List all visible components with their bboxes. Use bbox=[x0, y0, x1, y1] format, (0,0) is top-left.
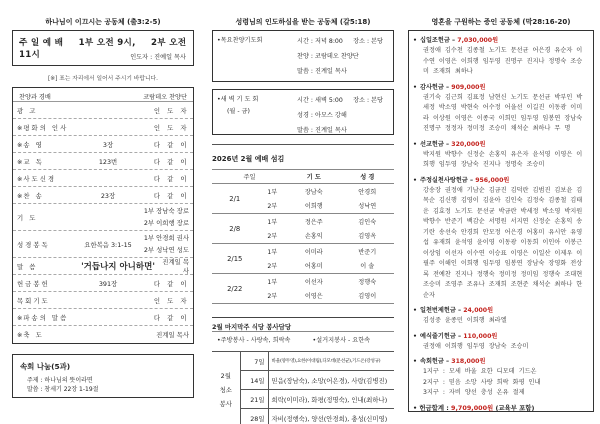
order-item-leader: 다 같 이 bbox=[153, 174, 189, 183]
sharing-theme: 주제 : 하나님의 뜻이라면 bbox=[27, 377, 93, 384]
order-item-leader: 다 같 이 bbox=[153, 140, 189, 149]
offering-total bbox=[413, 403, 587, 414]
order-item-name: 헌금봉헌 bbox=[17, 279, 50, 288]
order-item-name: 광 고 bbox=[17, 106, 38, 115]
praise-label: 찬양과 경배 bbox=[19, 94, 51, 101]
offering-amount: 320,000원 bbox=[451, 140, 486, 148]
order-item-detail: 3장 bbox=[102, 140, 114, 149]
order-item-name: ※ 찬 송 bbox=[17, 191, 79, 200]
order-item-detail: 391장 bbox=[98, 279, 118, 288]
section-title: 성령님의 인도하심을 받는 공동체 (갈5:18) bbox=[235, 18, 371, 26]
sharing-scripture: 말씀 : 창세기 22장 1-19절 bbox=[27, 386, 99, 393]
order-item-leader: 다 같 이 bbox=[153, 191, 189, 200]
order-item-leader: 1부 장남숙 장로 bbox=[143, 207, 189, 215]
offering-amount: 956,000원 bbox=[475, 176, 510, 184]
offering-name: 예식줄기헌금 – bbox=[419, 332, 464, 340]
roster-prayer: 장남숙 bbox=[304, 188, 323, 196]
worship-column bbox=[12, 0, 194, 398]
roster-scripture: 김영이 bbox=[341, 289, 394, 304]
order-item-leader: 진계일 목사 bbox=[156, 331, 189, 339]
order-item bbox=[13, 187, 193, 204]
bullet-icon: • bbox=[413, 176, 417, 184]
offering-header bbox=[413, 175, 587, 186]
roster-row bbox=[212, 184, 394, 199]
service-time-1: 1부 오전 9시, bbox=[78, 38, 136, 48]
dawn-time: 시간 : 새벽 5:00 bbox=[297, 97, 343, 104]
cleaning-groups: 믿음(장남숙), 소망(어은경), 사랑(김병진) bbox=[268, 371, 394, 390]
dawn-place: 장소 : 본당 bbox=[353, 97, 383, 104]
offering-donors: 권정애 이희행 임두영 장남숙 조승미 bbox=[423, 342, 529, 350]
offering-donors: 권정애 김수천 김종철 노기도 문선균 어은경 유순자 이수연 이영은 이희행 임두영 진명구 진지나 정명숙 조승미 조재희 최하나 bbox=[423, 47, 583, 75]
offering-name: 일천번제헌금 – bbox=[419, 307, 464, 314]
order-item-leader: 인 도 자 bbox=[153, 296, 189, 305]
order-item-detail: 요한복음 3:1-15 bbox=[84, 240, 132, 249]
offering-donors: 김성중 윤종민 이희행 최라엘 bbox=[423, 317, 507, 324]
dawn-prayer-box bbox=[212, 89, 394, 135]
thursday-speaker: 말씀 : 진계일 목사 bbox=[297, 68, 347, 75]
bullet-icon: • bbox=[413, 37, 417, 44]
offering-item bbox=[413, 175, 587, 302]
offering-name: 주정실천사랑헌금 – bbox=[419, 176, 476, 184]
total-amount: 9,709,000원 bbox=[451, 403, 494, 412]
divider bbox=[212, 144, 394, 145]
roster-prayer: 이영은 bbox=[287, 289, 340, 304]
order-item-name: ※ 파송의 말씀 bbox=[17, 313, 79, 322]
section-title: 영혼을 구원하는 증인 공동체 (막28:16-20) bbox=[431, 18, 571, 26]
kitchen-duty-list bbox=[212, 332, 394, 345]
order-item-leaders bbox=[137, 232, 189, 256]
order-item bbox=[13, 153, 193, 170]
sharing-title: 속회 나눔(5과) bbox=[20, 362, 71, 371]
offering-header bbox=[413, 82, 587, 93]
offering-item bbox=[413, 305, 587, 327]
bullet-icon: • bbox=[413, 307, 417, 314]
order-item-name: 성경봉독 bbox=[17, 240, 50, 249]
roster-part: 1부 bbox=[267, 278, 278, 286]
roster-prayer: 정은주 bbox=[304, 218, 323, 226]
order-item bbox=[13, 102, 193, 119]
roster-scripture: 김인숙 bbox=[358, 218, 377, 226]
offering-donors: 권기숙 김근희 김표정 남현신 노기도 문선균 박부인 박세정 박소영 박현숙 어수정 어을선 이길진 이동광 이미라 이상원 이영은 이종국 이희민 임두영 임봉연 장남숙 진명구 정정자 정미정 조승미 채석순 최하나 무 명 bbox=[423, 93, 583, 132]
roster-scripture: 성낙연 bbox=[341, 199, 394, 214]
order-item-leader: 2부 이희행 장로 bbox=[143, 219, 189, 227]
order-rows bbox=[13, 102, 193, 343]
dawn-speaker: 말씀 : 진계일 목사 bbox=[297, 127, 347, 134]
roster-scripture: 이 솔 bbox=[341, 259, 394, 274]
offerings-box bbox=[408, 30, 594, 412]
dawn-label bbox=[217, 94, 277, 118]
roster-scripture: 김영옥 bbox=[341, 229, 394, 244]
order-item-name: 기 도 bbox=[17, 213, 38, 222]
order-item bbox=[13, 136, 193, 153]
order-item-detail: 23장 bbox=[100, 191, 116, 200]
roster-title: 2026년 2월 예배 섬김 bbox=[212, 155, 285, 163]
service-leader: 인도자 : 진예일 목사 bbox=[130, 54, 186, 61]
order-item-name: ※ 사도신경 bbox=[17, 174, 79, 183]
order-item bbox=[13, 231, 193, 258]
order-item bbox=[13, 170, 193, 187]
offering-amount: 318,000원 bbox=[451, 358, 486, 365]
thursday-praise: 찬양 : 코람데오 찬양단 bbox=[297, 53, 359, 60]
cleaning-row bbox=[212, 371, 394, 390]
order-item-name: ※ 송 영 bbox=[17, 140, 79, 149]
dawn-title: •새 벽 기 도 회 bbox=[217, 96, 259, 103]
offering-amount: 110,000원 bbox=[463, 332, 498, 340]
cleaning-label-line: 봉사 bbox=[219, 399, 232, 408]
cleaning-day: 28일 bbox=[240, 409, 268, 424]
roster-scripture: 반준기 bbox=[358, 248, 377, 256]
offering-header bbox=[413, 35, 587, 46]
order-item-leader: 1부 안경희 권사 bbox=[143, 234, 189, 242]
order-item bbox=[13, 326, 193, 343]
cleaning-label bbox=[212, 352, 240, 424]
cleaning-groups: 바울(양두영),요한(이대림),디모데(문선균),기드온(강성규) bbox=[268, 352, 394, 371]
cleaning-duty-table bbox=[212, 351, 394, 424]
cleaning-label-line: 2월 bbox=[220, 371, 231, 380]
cleaning-row bbox=[212, 409, 394, 424]
bullet-icon: • bbox=[413, 83, 417, 91]
bullet-icon: • bbox=[413, 358, 417, 365]
offering-donors: 박지원 박향수 신정순 손홍익 유은자 윤석영 이영은 이희행 임두영 장남숙 진지나 정명숙 조승미 bbox=[423, 150, 583, 168]
order-item bbox=[13, 258, 193, 275]
order-item bbox=[13, 275, 193, 292]
praise-team: 코람데오 찬양단 bbox=[143, 94, 187, 101]
roster-header-scripture: 성 경 bbox=[341, 170, 394, 184]
order-item-leader: 진계일 목사 bbox=[162, 258, 189, 275]
order-item-leader: 2부 성낙연 성도 bbox=[143, 246, 189, 254]
roster-part: 1부 bbox=[267, 188, 278, 196]
offering-item bbox=[413, 356, 587, 399]
roster-date: 2/8 bbox=[212, 214, 258, 244]
cleaning-label-line: 청소 bbox=[219, 385, 232, 394]
roster-part: 2부 bbox=[258, 229, 288, 244]
kitchen-duty-item: •주방봉사 - 사랑속, 희락속 bbox=[217, 337, 291, 344]
cleaning-row bbox=[212, 390, 394, 409]
roster-part: 2부 bbox=[258, 289, 288, 304]
roster-row bbox=[212, 214, 394, 229]
order-item bbox=[13, 204, 193, 231]
roster-scripture: 안경희 bbox=[358, 188, 377, 196]
meetings-column bbox=[212, 0, 394, 424]
roster-prayer: 손홍익 bbox=[287, 229, 340, 244]
order-of-worship bbox=[12, 87, 194, 344]
dawn-days: (월 - 금) bbox=[227, 108, 250, 115]
order-item-leader: 다 같 이 bbox=[153, 157, 189, 166]
bullet-icon: • bbox=[413, 332, 417, 340]
sunday-service-box bbox=[12, 30, 194, 66]
roster-header-prayer: 기 도 bbox=[287, 170, 340, 184]
offering-item bbox=[413, 82, 587, 135]
order-item-detail: 123번 bbox=[98, 157, 118, 166]
offering-header bbox=[413, 331, 587, 342]
kitchen-duty-title: 2월 마지막주 식당 봉사담당 bbox=[212, 317, 394, 332]
order-item-leader: 인 도 자 bbox=[153, 123, 189, 132]
cleaning-day: 7일 bbox=[240, 352, 268, 371]
thursday-label: •목요찬양기도회 bbox=[217, 37, 263, 44]
offering-name: 십일조헌금 – bbox=[419, 37, 458, 44]
offering-header bbox=[413, 356, 587, 367]
roster-row bbox=[212, 274, 394, 289]
offering-list bbox=[413, 35, 587, 399]
bullet-icon: • bbox=[413, 140, 417, 148]
roster-date: 2/15 bbox=[212, 244, 258, 274]
bullet-icon: • bbox=[413, 403, 418, 412]
offerings-column bbox=[408, 0, 594, 412]
offering-item bbox=[413, 331, 587, 353]
offering-item bbox=[413, 139, 587, 171]
order-item-leader: 다 같 이 bbox=[153, 279, 189, 288]
section-title: 하나님이 이끄시는 공동체 (출3:2-5) bbox=[45, 18, 161, 26]
roster-scripture: 정행숙 bbox=[358, 278, 377, 286]
roster-date: 2/1 bbox=[212, 184, 258, 214]
order-item-leaders bbox=[137, 205, 189, 229]
roster-part: 2부 bbox=[258, 259, 288, 274]
roster-header-date: 주일 bbox=[212, 170, 287, 184]
offering-donors: 강송장 권정애 기남순 김금진 김덕란 김범진 김보윤 김목순 김신행 김영이 김윤아 김인숙 김정숙 김종철 김태운 김효정 노기도 문선균 박금란 박세정 박소영 박지원 박향수 반준기 백감순 서명원 서지연 신정순 손홍익 송기란 송선숙 안경희 안모정 어은경 어홍미 유시안 유영섭 유재희 윤석영 윤이영 이동광 이동희 이인아 이봉근 이상임 이선자 이수연 이승표 이영은 이일산 이제우 이필주 이해인 이희행 임두영 임봉연 장남숙 장영화 전상록 전예찬 진지나 정행숙 정미정 정미임 정행숙 조대현 조승미 조영주 조유나 조재희 조현준 채석순 최하나 한순자 bbox=[423, 186, 583, 299]
order-item-leader: 인 도 자 bbox=[153, 106, 189, 115]
cleaning-groups: 자비(정행숙), 양선(안경희), 충성(신미영) bbox=[268, 409, 394, 424]
offering-amount: 909,000원 bbox=[451, 83, 486, 91]
order-item-name: ※ 평화의 인사 bbox=[17, 123, 79, 132]
dawn-scripture: 성경 : 아모스 강해 bbox=[297, 112, 347, 119]
roster-row bbox=[212, 244, 394, 259]
roster-date: 2/22 bbox=[212, 274, 258, 304]
thursday-place: 장소 : 본당 bbox=[353, 38, 383, 45]
order-item bbox=[13, 292, 193, 309]
offering-header bbox=[413, 305, 587, 316]
total-note: (교육부 포함) bbox=[495, 403, 535, 412]
order-item-leader: 다 같 이 bbox=[153, 313, 189, 322]
roster-prayer: 어홍미 bbox=[287, 259, 340, 274]
roster-prayer: 이미라 bbox=[304, 248, 323, 256]
roster-part: 1부 bbox=[267, 248, 278, 256]
roster-part: 2부 bbox=[258, 199, 288, 214]
service-time-2: 2부 오전 11시 bbox=[19, 38, 187, 60]
offering-name: 감사헌금 – bbox=[419, 83, 452, 91]
cell-sharing-box bbox=[12, 354, 194, 398]
total-label: 헌금합계 : bbox=[419, 403, 449, 412]
thursday-prayer-box bbox=[212, 30, 394, 82]
roster-part: 1부 bbox=[267, 218, 278, 226]
order-item-name: ※ 교 독 bbox=[17, 157, 79, 166]
offering-amount: 24,000원 bbox=[463, 307, 494, 314]
thursday-time: 시간 : 저녁 8:00 bbox=[297, 38, 343, 45]
offering-amount: 7,030,000원 bbox=[457, 37, 499, 44]
offering-item bbox=[413, 35, 587, 78]
order-header bbox=[13, 88, 193, 102]
offering-name: 속회헌금 – bbox=[419, 358, 452, 365]
cleaning-groups: 희락(이미라), 화평(정명숙), 인내(최하나) bbox=[268, 390, 394, 409]
roster-prayer: 이희행 bbox=[287, 199, 340, 214]
order-item-name: 목회기도 bbox=[17, 296, 50, 305]
cleaning-row bbox=[212, 352, 394, 371]
order-item bbox=[13, 119, 193, 136]
sermon-title: '거듭나지 아니하면' bbox=[81, 262, 155, 272]
standing-notice: [※] 표는 자리에서 일어서 주시기 바랍니다. bbox=[47, 76, 159, 82]
order-item bbox=[13, 309, 193, 326]
cleaning-day: 14일 bbox=[240, 371, 268, 390]
offering-name: 선교헌금 – bbox=[419, 140, 452, 148]
offering-district: 2지구 : 믿음 소망 사랑 희락 화평 인내 bbox=[423, 378, 541, 386]
order-item-name: 말 씀 bbox=[17, 262, 38, 271]
offering-district: 3지구 : 자비 양선 충성 온유 절제 bbox=[423, 389, 525, 396]
offering-header bbox=[413, 139, 587, 150]
service-label: 주 일 예 배 bbox=[19, 38, 64, 48]
roster-prayer: 이선자 bbox=[304, 278, 323, 286]
service-roster-table bbox=[212, 169, 394, 304]
cleaning-day: 21일 bbox=[240, 390, 268, 409]
kitchen-duty-item: •설거지봉사 - 요한속 bbox=[312, 337, 371, 344]
offering-district: 1지구 : 모세 바울 요한 디모데 기드온 bbox=[423, 368, 537, 375]
order-item-name: ※ 축 도 bbox=[17, 330, 79, 339]
